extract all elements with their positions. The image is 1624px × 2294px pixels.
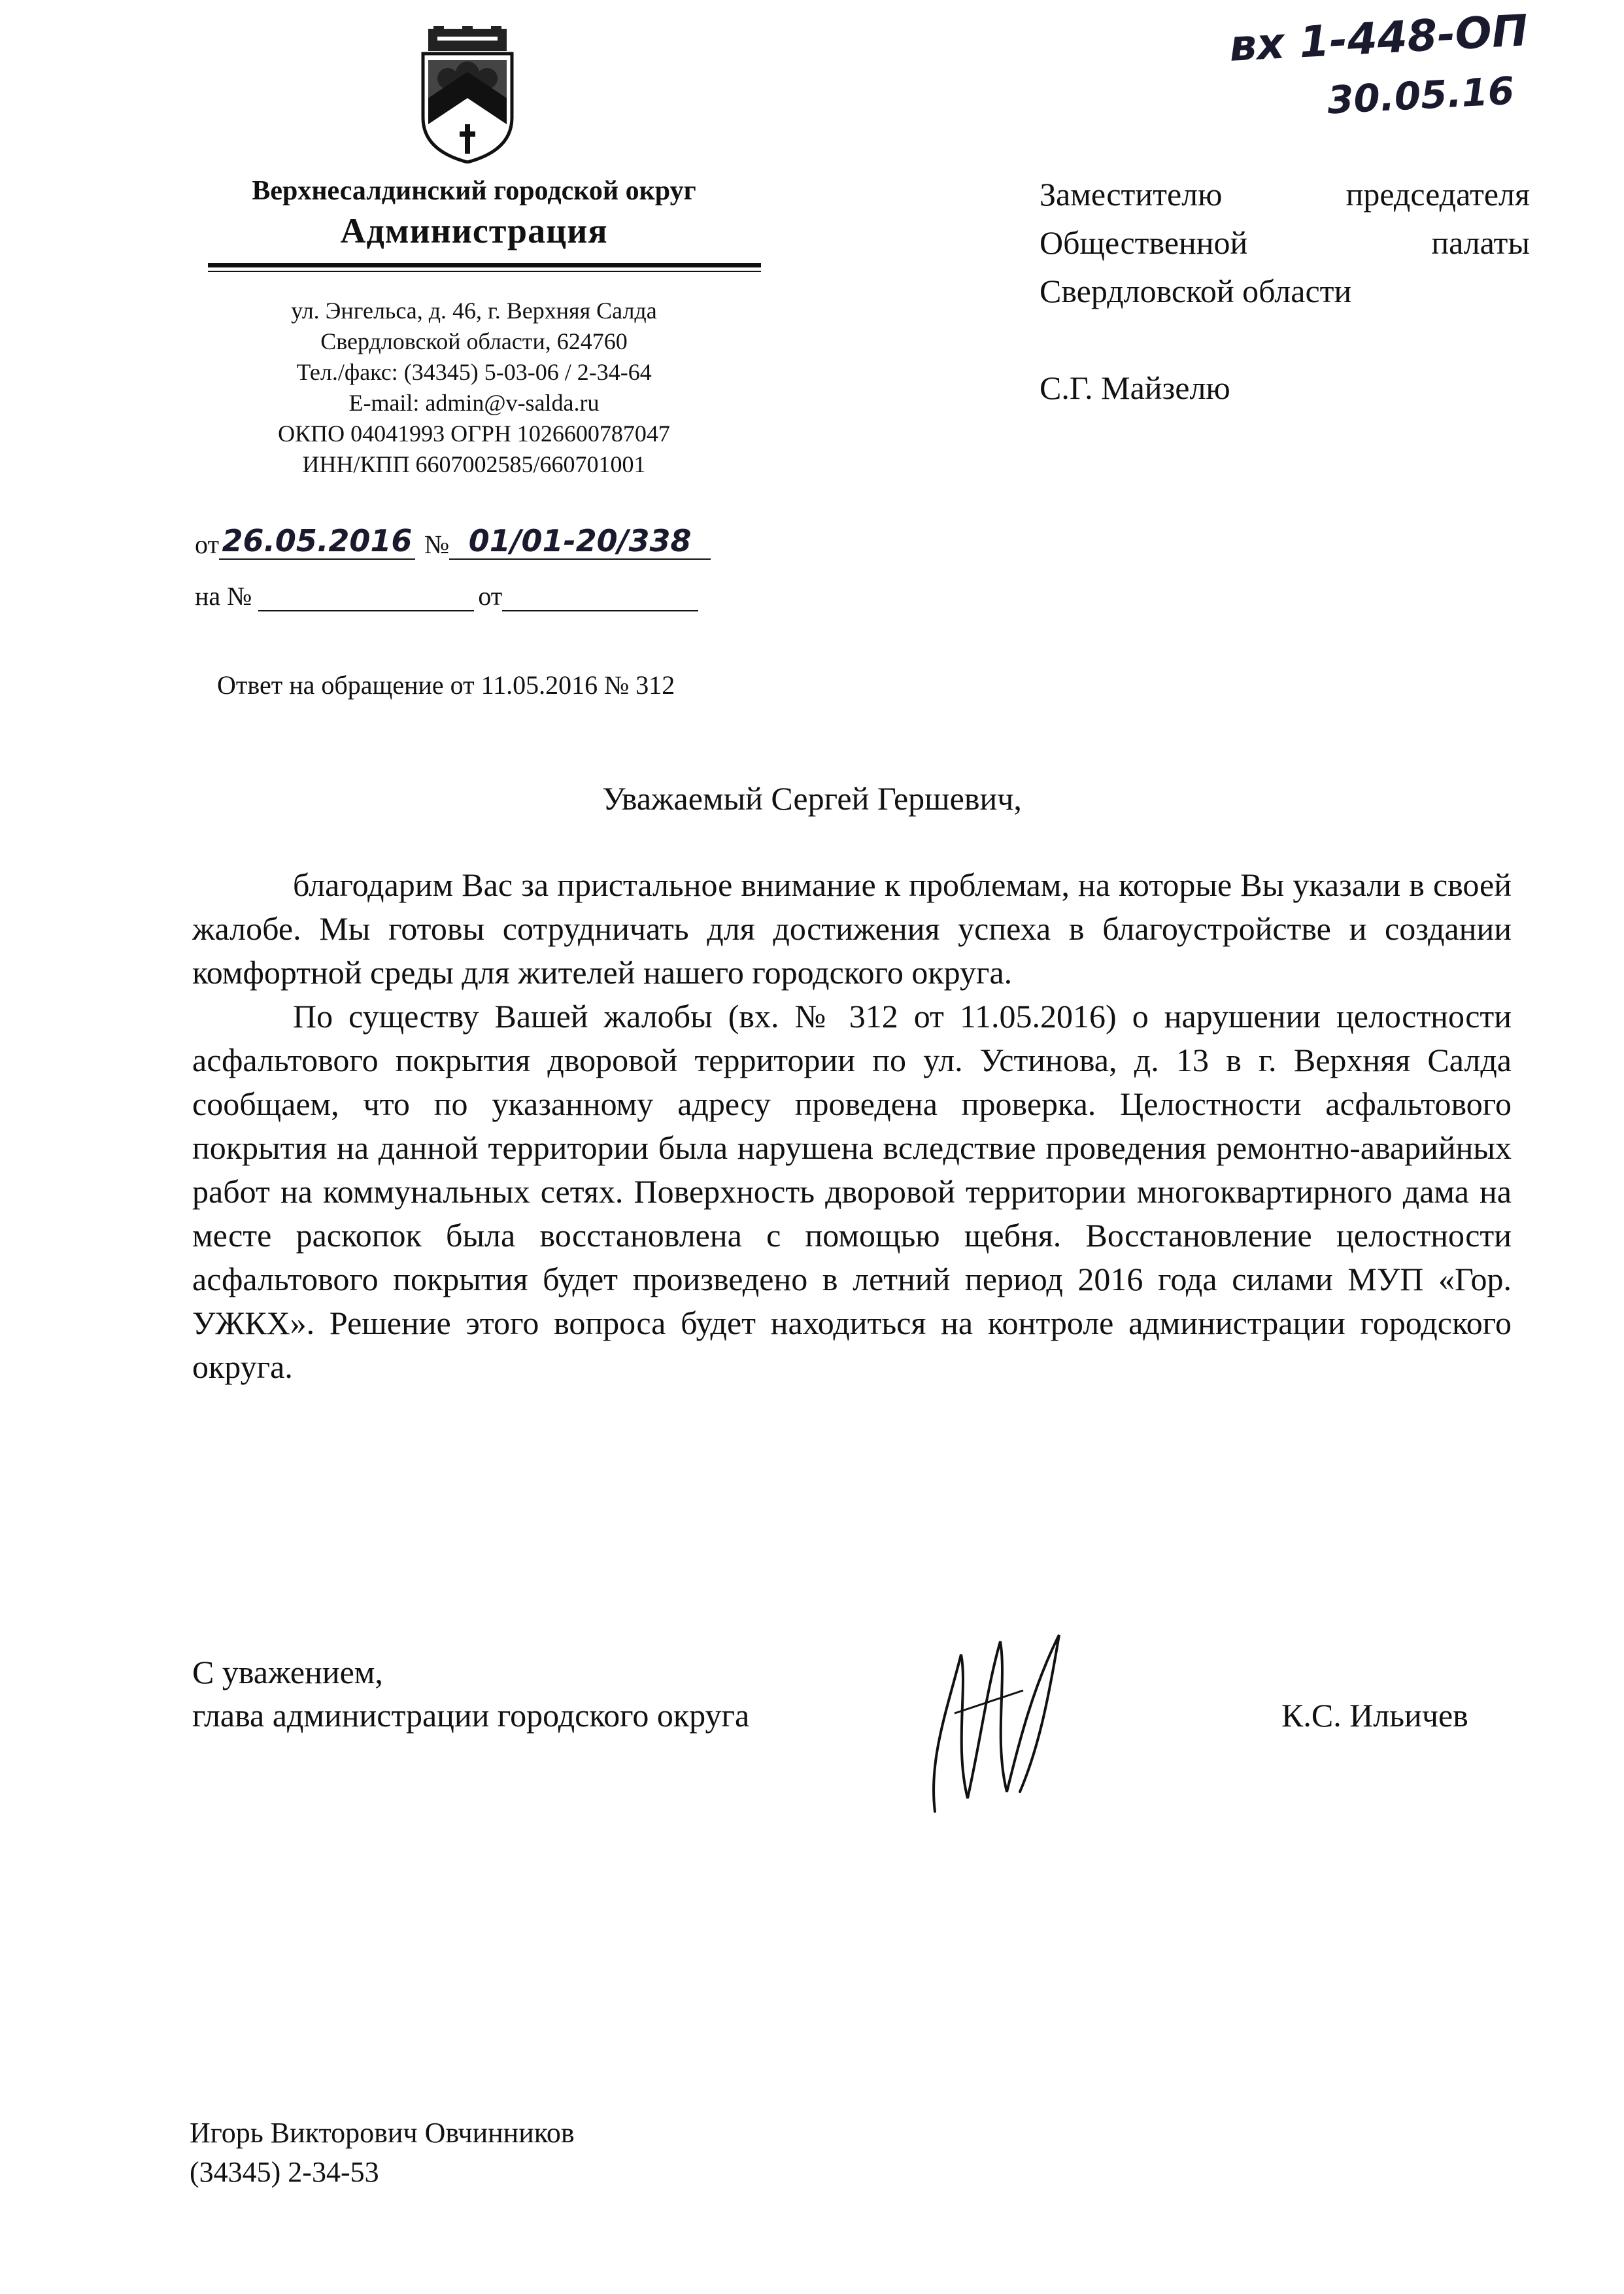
incoming-date-handwritten: 30.05.16 [1326, 68, 1515, 123]
in-reply-number-blank [258, 584, 474, 611]
addressee-line-2 [1040, 224, 1530, 262]
signer-name: К.С. Ильичев [1281, 1697, 1468, 1734]
district-name: Верхнесалдинский городской округ [252, 176, 696, 206]
coat-of-arms-emblem [409, 26, 526, 163]
outgoing-date-handwritten: 26.05.2016 [219, 523, 415, 560]
in-reply-label: на № [195, 581, 252, 611]
administration-title: Администрация [340, 211, 608, 250]
addressee-word: председателя [1345, 176, 1530, 213]
contact-phone: (34345) 2-34-53 [190, 2156, 379, 2188]
signer-position: глава администрации городского округа [192, 1697, 750, 1734]
addressee-line-3: Свердловской области [1040, 273, 1352, 309]
paragraph: По существу Вашей жалобы (вх. № 312 от 11.05.2016) о нарушении целостности асфальтового покрытия дворовой территории по ул. Устинова, д. 13 в г. Верхняя Салда сообщаем, что по указанному адресу проведена проверка. Целостности асфальтового покрытия на данной территории была нарушена вследствие проведения ремонтно-аварийных работ на коммунальных сетях. Поверхность дворовой территории многоквартирного дама на месте раскопок была восстановлена с помощью щебня. Восстановление целостности асфальтового покрытия будет произведено в летний период 2016 года силами МУП «Гор. УЖКХ». Решение этого вопроса будет находиться на контроле администрации городского округа. [192, 998, 1512, 1385]
addressee-word: палаты [1431, 224, 1530, 261]
addressee-name: С.Г. Майзелю [1040, 369, 1230, 406]
incoming-number-handwritten: вх 1-448-ОП [1228, 5, 1529, 71]
paragraph: благодарим Вас за пристальное внимание к проблемам, на которые Вы указали в своей жалобе. Мы готовы сотрудничать для достижения успеха в благоустройстве и создании комфортной среды для жителей нашего городского округа. [192, 866, 1512, 991]
address-email: E-mail: admin@v-salda.ru [348, 390, 600, 416]
number-label: № [424, 530, 450, 559]
address-region: Свердловской области, 624760 [320, 328, 628, 354]
handwritten-signature [909, 1628, 1079, 1818]
addressee-line-1 [1040, 175, 1530, 213]
address-phone: Тел./факс: (34345) 5-03-06 / 2-34-64 [296, 359, 652, 385]
address-okpo: ОКПО 04041993 ОГРН 1026600787047 [278, 420, 670, 447]
salutation: Уважаемый Сергей Гершевич, [602, 780, 1022, 817]
in-reply-from-label: от [478, 581, 503, 611]
outgoing-registration [195, 523, 711, 560]
letter-body [192, 863, 1512, 1389]
addressee-word: Заместителю [1040, 176, 1223, 213]
address-inn: ИНН/КПП 6607002585/660701001 [302, 451, 646, 477]
from-label: от [195, 530, 219, 559]
header-divider-thin [208, 271, 761, 272]
outgoing-number-handwritten: 01/01-20/338 [449, 523, 711, 560]
addressee-word: Общественной [1040, 224, 1248, 261]
incoming-reference [195, 581, 698, 611]
in-reply-date-blank [502, 584, 698, 611]
address-street: ул. Энгельса, д. 46, г. Верхняя Салда [291, 298, 657, 324]
header-divider [208, 263, 761, 267]
closing-regards: С уважением, [192, 1654, 383, 1690]
contact-person: Игорь Викторович Овчинников [190, 2117, 575, 2149]
reply-reference: Ответ на обращение от 11.05.2016 № 312 [217, 670, 675, 700]
